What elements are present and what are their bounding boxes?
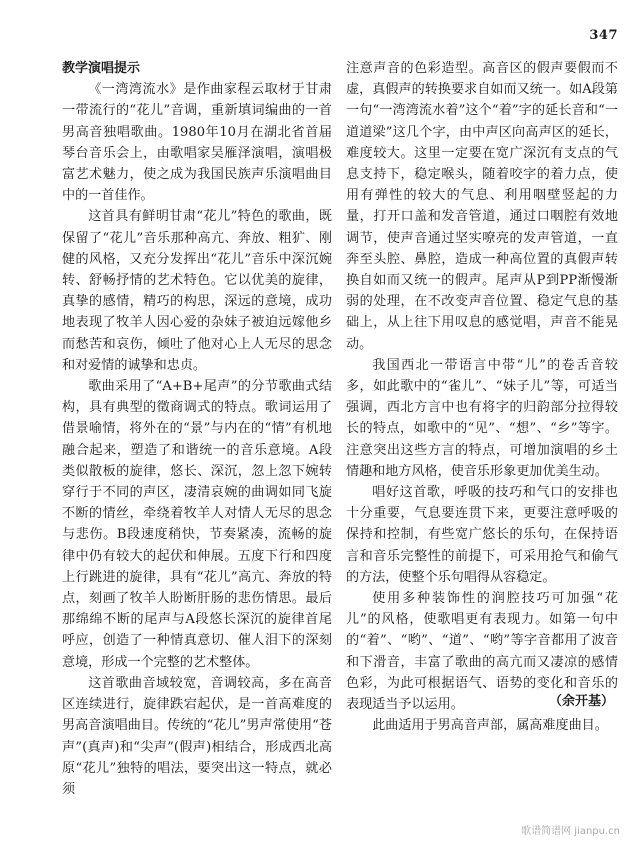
site-watermark: 歌谱简谱网 jianpu.cn bbox=[521, 826, 620, 837]
paragraph-suitability: 此曲适用于男高音声部，属高难度曲目。 bbox=[372, 718, 608, 734]
right-column bbox=[346, 58, 618, 737]
paragraph-intro: 《一湾湾流水》是作曲家程云取材于甘肃一带流行的“花儿”音调，重新填词编曲的一首男高音独唱歌曲。1980年10月在湖北省首届琴台音乐会上，由歌唱家吴雁泽演唱，演唱极富艺术魅力，使之成为我国民族声乐演唱曲目中的一首佳作。 bbox=[62, 82, 332, 204]
left-column bbox=[62, 58, 332, 800]
paragraph-dialect: 我国西北一带语言中带“儿”的卷舌音较多，如此歌中的“雀儿”、“妹子儿”等，可适当强调，西北方言中也有将字的归韵部分拉得较长的特点，如歌中的“见”、“想”、“乡”等字。注意突出这些方言的特点，可增加演唱的乡土情趣和地方风格，使音乐形象更加优美生动。 bbox=[346, 357, 618, 479]
paragraph-range-continued: 注意声音的色彩造型。高音区的假声要假而不虚，真假声的转换要求自如而又统一。如A段第一句“一湾湾流水着”这个“着”字的延长音和“一道道梁”这几个字，由中声区向高声区的延长，难度较大。这里一定要在宽广深沉有支点的气息支持下，稳定喉头，随着咬字的着力点，使用有弹性的较大的气息、利用咽壁竖起的力量，打开口盖和发音管道，通过口咽腔有效地调节，使声音通过坚实嘹亮的发声管道，一直奔至头腔、鼻腔，造成一种高位置的真假声转换自如而又统一的假声。尾声从P到PP渐慢渐弱的处理，在不改变声音位置、稳定气息的基础上，从上往下用叹息的感觉唱，声音不能晃动。 bbox=[346, 61, 618, 352]
paragraph-style: 这首具有鲜明甘肃“花儿”特色的歌曲，既保留了“花儿”音乐那种高亢、奔放、粗犷、刚健的风格，又充分发挥出“花儿”音乐中深沉婉转、舒畅抒情的艺术特色。它以优美的旋律，真挚的感情，精巧的构思，深远的意境，成功地表现了牧羊人因心爱的杂妹子被迫远嫁他乡而愁苦和哀伤，倾吐了他对心上人无尽的思念和对爱情的诚挚和忠贞。 bbox=[62, 209, 332, 373]
paragraph-structure: 歌曲采用了“A+B+尾声”的分节歌曲式结构，具有典型的徵商调式的特点。歌词运用了借景喻情，将外在的“景”与内在的“情”有机地融合起来，塑造了和谐统一的音乐意境。A段类似散板的旋律，悠长、深沉，忽上忽下婉转穿行于不同的声区，凄清哀婉的曲调如同飞旋不断的情丝，牵绕着牧羊人对情人无尽的思念与悲伤。B段速度稍快，节奏紧凑，流畅的旋律中仍有较大的起伏和伸展。五度下行和四度上行跳进的旋律，具有“花儿”高亢、奔放的特点，刻画了牧羊人盼断肝肠的悲伤情思。最后那绵绵不断的尾声与A段悠长深沉的旋律首尾呼应，创造了一种情真意切、催人泪下的深刻意境，形成一个完整的艺术整体。 bbox=[62, 379, 332, 670]
paragraph-breathing: 唱好这首歌，呼吸的技巧和气口的安排也十分重要，气息要连贯下来，更要注意呼吸的保持和控制，有些宽广悠长的乐句，在保持语言和音乐完整性的前提下，可采用抢气和偷气的方法，使整个乐句唱得从容稳定。 bbox=[346, 485, 618, 585]
paragraph-ornaments: 使用多种装饰性的润腔技巧可加强“花儿”的风格，使歌唱更有表现力。如第一句中的“着”、“哟”、“道”、“哟”等字音都用了波音和下滑音，丰富了歌曲的高亢而又凄凉的感情色彩，为此可根据语气、语势的变化和音乐的表现适当予以运用。 bbox=[346, 591, 618, 713]
paragraph-range: 这首歌曲音域较宽，音调较高，多在高音区连续进行，旋律跌宕起伏，是一首高难度的男高音演唱曲目。传统的“花儿”男声常使用“苍声”(真声)和“尖声”(假声)相结合，形成西北高原“花儿”独特的唱法，要突出这一特点，就必须 bbox=[62, 675, 332, 797]
page-number: 347 bbox=[589, 28, 618, 43]
section-title: 教学演唱提示 bbox=[62, 61, 141, 76]
author-signature: （余开基） bbox=[548, 694, 614, 709]
